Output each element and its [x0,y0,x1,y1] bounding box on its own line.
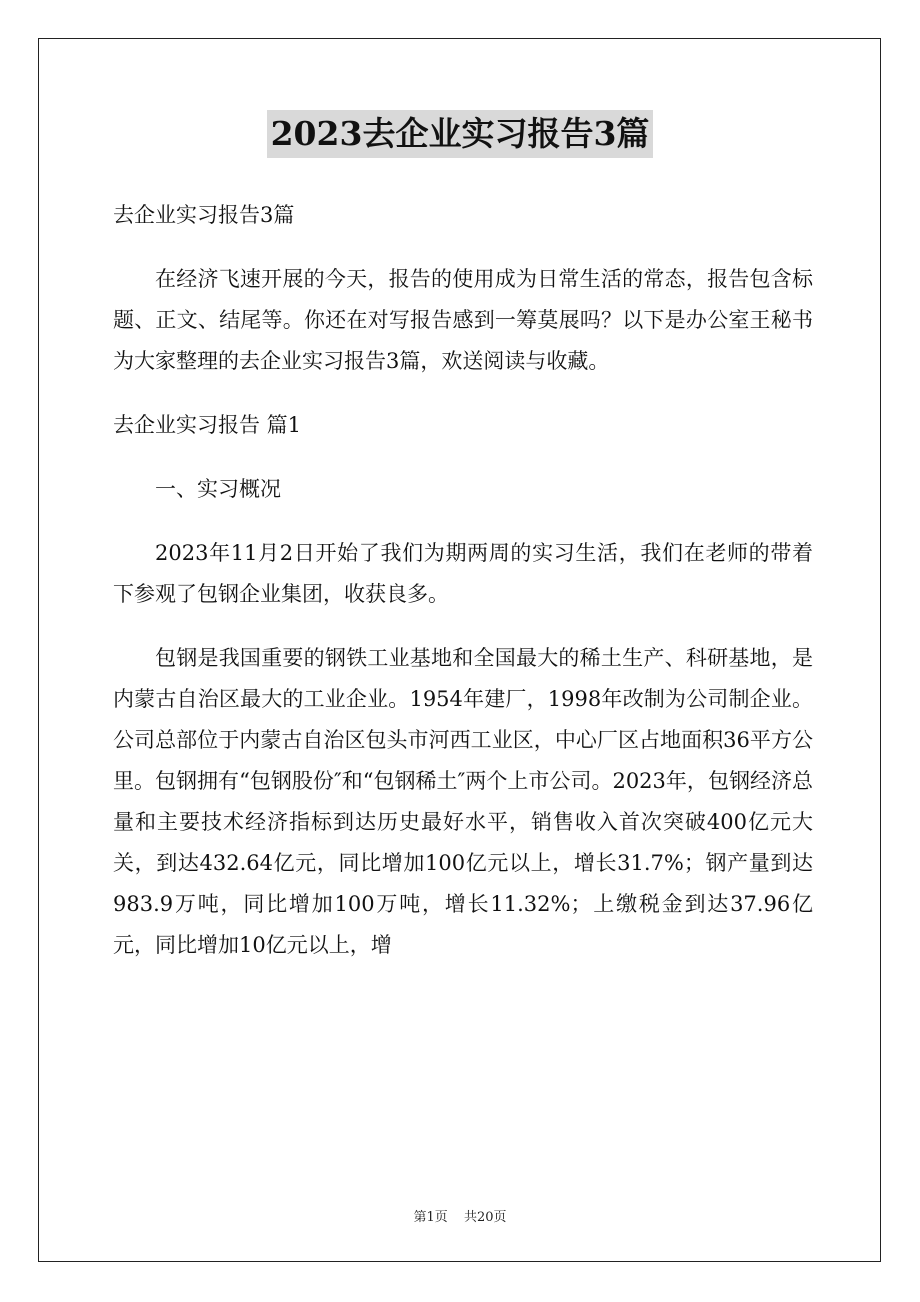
page-footer [0,1206,920,1225]
document-title: 2023去企业实习报告3篇 [267,110,654,158]
subtitle-paragraph: 去企业实习报告3篇 [113,203,295,227]
title-area [0,110,920,158]
body-paragraph: 2023年11月2日开始了我们为期两周的实习生活，我们在老师的带着下参观了包钢企业集团，收获良多。 [113,541,813,606]
document-body [113,195,813,966]
intro-paragraph: 在经济飞速开展的今天，报告的使用成为日常生活的常态，报告包含标题、正文、结尾等。你还在对写报告感到一筹莫展吗？以下是办公室王秘书为大家整理的去企业实习报告3篇，欢送阅读与收藏。 [113,267,813,373]
page-number: 第1页 [413,1210,448,1225]
page-total: 共20页 [463,1210,507,1225]
subsection-heading: 一、实习概况 [155,477,281,501]
section-heading: 去企业实习报告 篇1 [113,413,302,437]
body-paragraph: 包钢是我国重要的钢铁工业基地和全国最大的稀土生产、科研基地，是内蒙古自治区最大的工业企业。1954年建厂，1998年改制为公司制企业。公司总部位于内蒙古自治区包头市河西工业区，中心厂区占地面积36平方公里。包钢拥有“包钢股份″和“包钢稀土″两个上市公司。2023年，包钢经济总量和主要技术经济指标到达历史最好水平，销售收入首次突破400亿元大关，到达432.64亿元，同比增加100亿元以上，增长31.7%；钢产量到达983.9万吨，同比增加100万吨，增长11.32%；上缴税金到达37.96亿元，同比增加10亿元以上，增 [113,646,813,957]
